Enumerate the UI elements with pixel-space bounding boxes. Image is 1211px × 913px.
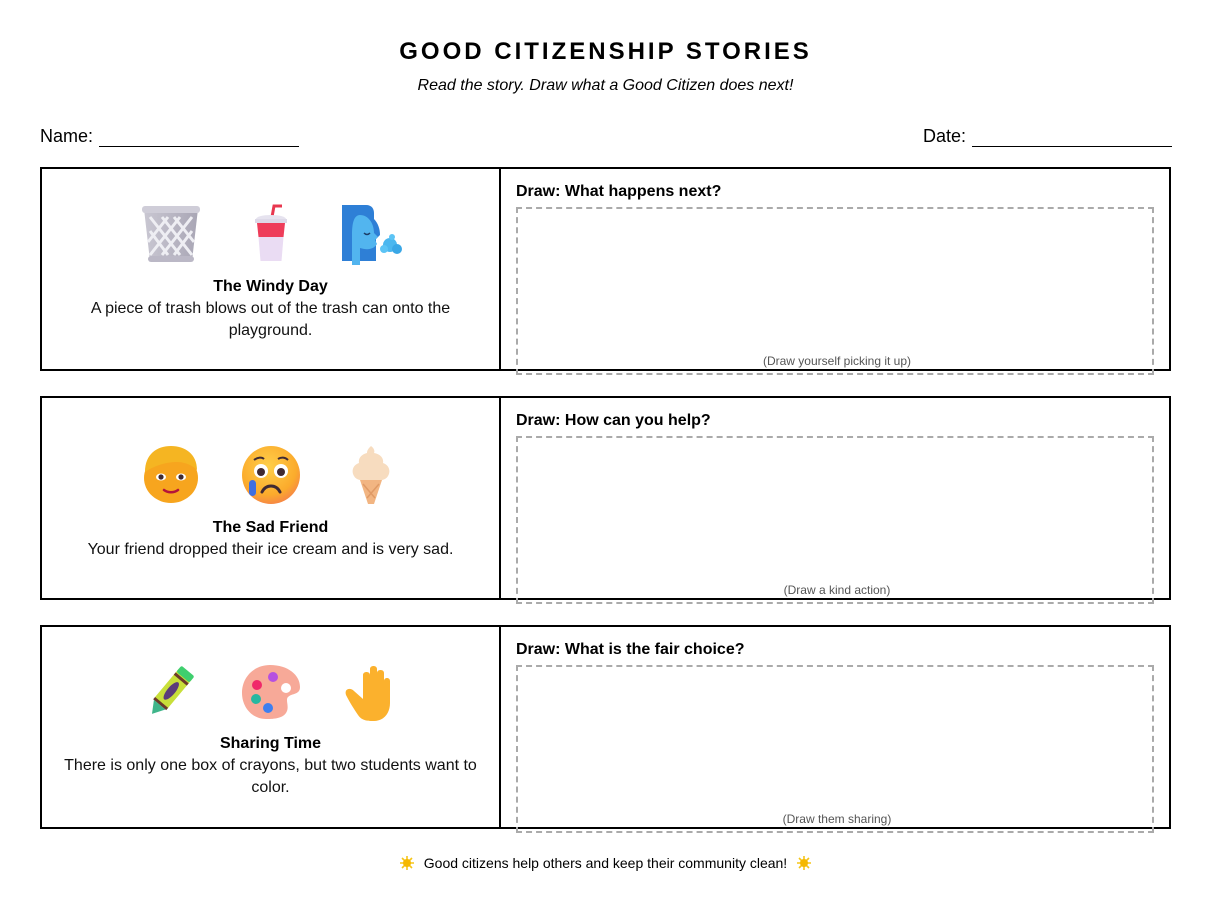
name-field <box>40 126 299 147</box>
crayon-icon <box>140 661 202 723</box>
story-title: Sharing Time <box>219 735 322 752</box>
story-card-sharing-time <box>40 625 1171 829</box>
artist-palette-icon <box>240 661 302 723</box>
story-title: The Windy Day <box>213 278 328 295</box>
footer-text: Good citizens help others and keep their community clean! <box>423 855 788 871</box>
sad-but-relieved-face-icon <box>240 444 302 506</box>
story-panel <box>42 169 501 369</box>
footer-message <box>0 855 1211 871</box>
story-icons <box>42 203 499 265</box>
drawing-area[interactable] <box>516 665 1154 833</box>
draw-prompt: Draw: What is the fair choice? <box>516 641 745 658</box>
sun-icon <box>400 856 414 870</box>
name-blank-line[interactable] <box>99 131 299 147</box>
date-field <box>923 126 1172 147</box>
page-subtitle: Read the story. Draw what a Good Citizen does next! <box>417 77 794 94</box>
story-text: Your friend dropped their ice cream and is very sad. <box>87 541 454 558</box>
raised-hand-icon <box>340 661 402 723</box>
story-title: The Sad Friend <box>212 519 329 536</box>
name-label: Name: <box>40 126 94 146</box>
sun-icon <box>797 856 811 870</box>
soft-ice-cream-icon <box>340 444 402 506</box>
page-title: GOOD CITIZENSHIP STORIES <box>399 38 812 65</box>
drawing-hint: (Draw them sharing) <box>782 812 892 826</box>
story-panel <box>42 398 501 598</box>
date-label: Date: <box>923 126 967 146</box>
drawing-panel <box>501 169 1169 369</box>
story-icons <box>42 444 499 506</box>
cup-with-straw-icon <box>240 203 302 265</box>
story-panel <box>42 627 501 827</box>
drawing-panel <box>501 398 1169 598</box>
drawing-panel <box>501 627 1169 827</box>
wind-face-icon <box>340 203 402 265</box>
story-card-windy-day <box>40 167 1171 371</box>
wastebasket-icon <box>140 203 202 265</box>
draw-prompt: Draw: How can you help? <box>516 412 711 429</box>
drawing-hint: (Draw yourself picking it up) <box>762 354 912 368</box>
story-text: There is only one box of crayons, but two students want to color. <box>64 757 477 796</box>
drawing-area[interactable] <box>516 436 1154 604</box>
story-text: A piece of trash blows out of the trash can onto the playground. <box>90 300 451 339</box>
drawing-hint: (Draw a kind action) <box>783 583 891 597</box>
drawing-area[interactable] <box>516 207 1154 375</box>
child-face-icon <box>140 444 202 506</box>
date-blank-line[interactable] <box>972 131 1172 147</box>
story-card-sad-friend <box>40 396 1171 600</box>
story-icons <box>42 661 499 723</box>
draw-prompt: Draw: What happens next? <box>516 183 722 200</box>
